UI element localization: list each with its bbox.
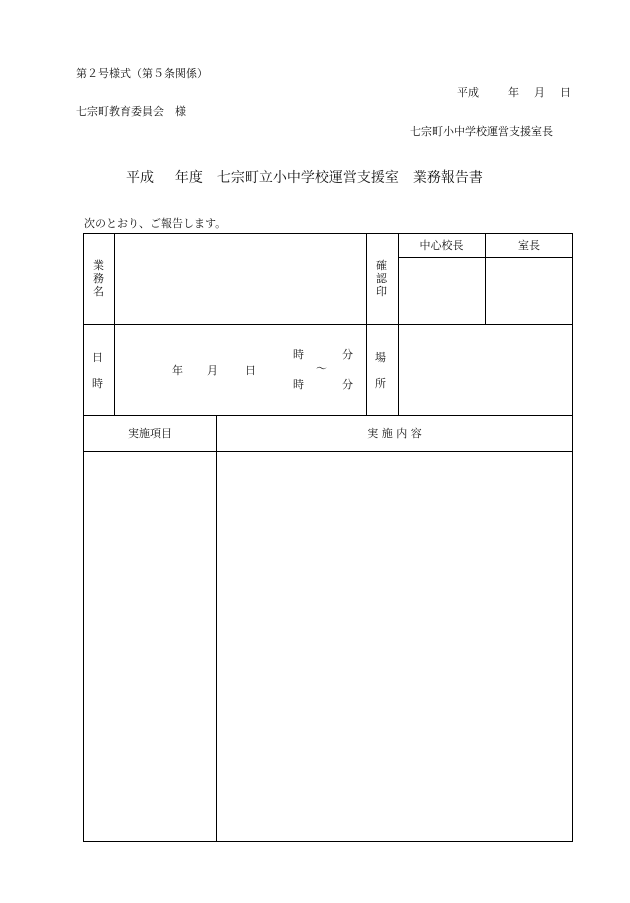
date-month: 月 [534,86,545,99]
task-name-label: 業務名 [93,259,104,298]
mid-col-divider [366,233,367,415]
place-label-1: 場 [375,351,386,364]
principal-header: 中心校長 [419,239,464,252]
dt-tilde: 〜 [316,362,327,375]
principal-seal-box[interactable] [399,258,485,324]
dt-end-minute: 分 [342,378,353,391]
director-header: 室長 [518,239,540,252]
place-label-2: 所 [375,377,386,390]
dt-start-minute: 分 [342,348,353,361]
date-day: 日 [560,86,571,99]
item-header: 実施項目 [128,427,172,440]
form-number: 第２号様式（第５条関係） [76,67,208,80]
datetime-label-2: 時 [92,377,103,390]
dt-end-hour: 時 [293,378,304,391]
addressee: 七宗町教育委員会 様 [76,105,186,118]
intro-text: 次のとおり、ご報告します。 [84,217,227,230]
content-header: 実 施 内 容 [367,427,422,440]
item-field[interactable] [84,452,216,841]
border-bottom [83,841,573,842]
datetime-label-1: 日 [92,351,103,364]
date-line [457,86,571,99]
sender: 七宗町小中学校運営支援室長 [410,125,553,138]
row-divider-2 [83,415,573,416]
director-seal-box[interactable] [486,258,572,324]
place-field[interactable] [399,325,572,415]
content-field[interactable] [217,452,572,841]
dt-year: 年 [172,364,183,377]
date-era: 平成 [457,86,479,99]
dt-month: 月 [207,364,218,377]
title-era: 平成 [126,170,154,186]
date-year: 年 [508,86,519,99]
dt-start-hour: 時 [293,348,304,361]
title-rest: 年度 七宗町立小中学校運営支援室 業務報告書 [174,170,483,186]
dt-day: 日 [245,364,256,377]
confirm-seal-label: 確認印 [376,259,387,298]
page-title [126,169,483,187]
task-name-field[interactable] [115,234,366,324]
